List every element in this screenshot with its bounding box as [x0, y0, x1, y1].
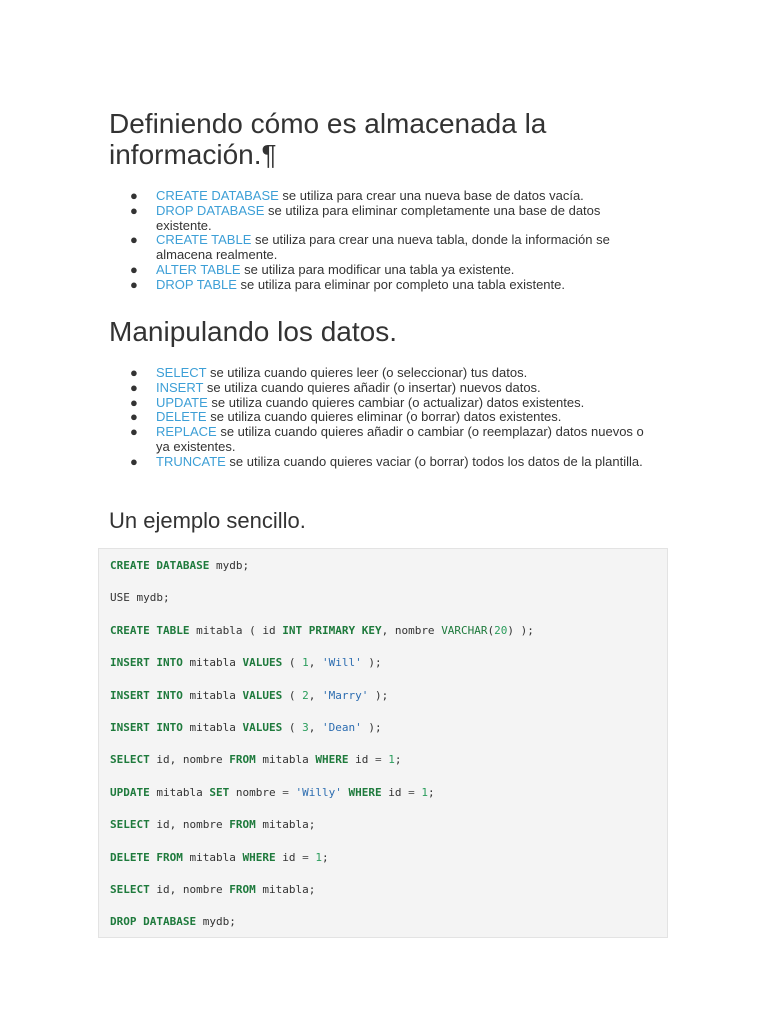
code-token: id, nombre [149, 818, 230, 832]
code-token: INSERT [110, 656, 150, 670]
code-token: id [348, 753, 375, 767]
list-item [109, 204, 659, 234]
code-token: 3 [302, 721, 309, 734]
code-token: CREATE [110, 559, 150, 572]
code-token: SELECT [110, 883, 150, 896]
list-item [109, 455, 659, 470]
keyword-link[interactable]: CREATE TABLE [156, 232, 252, 248]
code-token: UPDATE [110, 785, 150, 799]
code-token: , [308, 656, 322, 670]
code-token: FROM [229, 818, 256, 832]
keyword-link[interactable]: ALTER TABLE [156, 261, 241, 277]
code-token: ); [361, 721, 382, 734]
bullet-icon: ● [130, 276, 138, 292]
code-token: SELECT [110, 818, 150, 832]
code-token: = [282, 785, 289, 799]
code-token: mitabla; [255, 883, 316, 896]
code-token: ; [427, 785, 435, 799]
ddl-command-list [109, 189, 659, 293]
item-description: se utiliza para eliminar completamente una base de datos existente. [156, 202, 601, 233]
bullet-icon: ● [130, 188, 138, 203]
item-description: se utiliza cuando quieres leer (o seleccionar) tus datos. [206, 365, 528, 380]
code-token: INSERT [110, 721, 150, 734]
code-token: 20 [494, 623, 508, 637]
code-token: WHERE [348, 785, 382, 799]
code-line [110, 721, 382, 735]
section-heading-manipulando: Manipulando los datos. [109, 316, 397, 347]
code-line [110, 624, 534, 638]
code-token: DATABASE [156, 559, 210, 572]
code-token: FROM [156, 850, 183, 864]
code-token: VALUES [242, 656, 283, 670]
code-token [355, 624, 362, 637]
keyword-link[interactable]: UPDATE [156, 394, 208, 410]
code-token: KEY [361, 623, 382, 637]
item-description: se utiliza cuando quieres vaciar (o borrar) todos los datos de la plantilla. [225, 453, 643, 469]
code-token: , [308, 721, 322, 734]
code-token: mitabla [182, 721, 243, 734]
code-token: INT [282, 623, 303, 637]
code-token: PRIMARY [308, 623, 356, 637]
bullet-icon: ● [130, 394, 138, 410]
list-item [109, 381, 659, 396]
item-description: se utiliza para crear una nueva tabla, donde la información se almacena realmente. [156, 232, 610, 263]
code-token: 'Will' [321, 656, 362, 670]
section-heading-ejemplo: Un ejemplo sencillo. [109, 508, 306, 533]
code-token: 1 [388, 753, 395, 767]
code-token: WHERE [315, 753, 349, 767]
code-line [110, 915, 236, 929]
code-token: INSERT [110, 688, 150, 702]
item-description: se utiliza cuando quieres añadir o cambiar (o reemplazar) datos nuevos o ya existentes. [156, 424, 644, 454]
bullet-icon: ● [130, 424, 138, 440]
code-token: FROM [229, 753, 256, 767]
code-line [110, 753, 401, 767]
code-token: mitabla; [255, 818, 316, 832]
code-token: 'Marry' [321, 688, 369, 702]
keyword-link[interactable]: DROP DATABASE [156, 202, 265, 218]
keyword-link[interactable]: CREATE DATABASE [156, 188, 279, 203]
code-token: ( [487, 623, 495, 637]
code-token: ( [282, 688, 303, 702]
code-token: mitabla [149, 785, 210, 799]
code-token: ( [282, 721, 303, 734]
code-token: id, nombre [149, 753, 230, 767]
code-token: SELECT [110, 753, 150, 767]
item-description: se utiliza para crear una nueva base de datos vacía. [278, 188, 584, 203]
sql-code-block [98, 548, 668, 938]
code-token [302, 624, 309, 637]
code-token: = [408, 785, 415, 799]
code-token: 1 [315, 850, 322, 864]
code-line [110, 559, 249, 573]
bullet-icon: ● [130, 453, 138, 469]
keyword-link[interactable]: INSERT [156, 379, 204, 395]
code-token: CREATE [110, 623, 150, 637]
code-token: mydb; [196, 915, 236, 929]
bullet-icon: ● [130, 379, 138, 395]
code-token: 'Willy' [295, 785, 342, 799]
bullet-icon: ● [130, 261, 138, 277]
section-heading-definiendo: Definiendo cómo es almacenada la información.¶ [109, 108, 547, 170]
code-token: VARCHAR [441, 623, 488, 637]
code-token: INTO [156, 656, 183, 670]
list-item [109, 233, 659, 263]
code-token: DELETE [110, 850, 150, 864]
code-token: 2 [302, 688, 309, 702]
code-token: , nombre [381, 623, 442, 637]
code-token: ); [361, 656, 382, 670]
list-item [109, 278, 659, 293]
code-line [110, 883, 315, 897]
code-token: id [275, 850, 303, 864]
keyword-link[interactable]: DELETE [156, 409, 207, 425]
bullet-icon: ● [130, 409, 138, 425]
code-token: USE mydb; [110, 591, 170, 605]
code-line [110, 818, 315, 832]
code-token: , [308, 688, 322, 702]
code-token: DATABASE [143, 915, 197, 929]
code-token: SET [209, 785, 230, 799]
code-token: DROP [110, 915, 137, 929]
code-token: 1 [421, 785, 428, 799]
code-line [110, 851, 329, 865]
code-line [110, 656, 382, 670]
keyword-link[interactable]: REPLACE [156, 424, 217, 440]
code-line [110, 591, 170, 605]
keyword-link[interactable]: SELECT [156, 365, 207, 380]
code-token: WHERE [242, 850, 276, 864]
item-description: se utiliza cuando quieres eliminar (o borrar) datos existentes. [206, 409, 562, 425]
code-token: id, nombre [149, 883, 230, 896]
code-token: INTO [156, 688, 183, 702]
code-token: 'Dean' [321, 721, 362, 734]
code-token: ; [394, 753, 402, 767]
list-item [109, 410, 659, 425]
item-description: se utiliza cuando quieres cambiar (o actualizar) datos existentes. [207, 394, 585, 410]
list-item [109, 189, 659, 204]
code-token: mitabla [182, 656, 243, 670]
code-token: VALUES [242, 688, 283, 702]
code-token: mydb; [209, 559, 250, 572]
code-token: ) ); [507, 623, 534, 637]
keyword-link[interactable]: DROP TABLE [156, 276, 237, 292]
code-token: mitabla ( id [189, 623, 283, 637]
code-token: mitabla [182, 850, 243, 864]
code-line [110, 689, 388, 703]
code-token: ); [368, 688, 389, 702]
code-token: VALUES [242, 721, 283, 734]
code-token: ; [321, 850, 329, 864]
bullet-icon: ● [130, 365, 138, 380]
code-token: mitabla [255, 753, 316, 767]
list-item [109, 366, 659, 381]
code-token: INTO [156, 721, 183, 734]
item-description: se utiliza cuando quieres añadir (o insertar) nuevos datos. [203, 379, 541, 395]
dml-command-list [109, 366, 659, 470]
code-token: FROM [229, 883, 256, 896]
code-token: mitabla [182, 688, 243, 702]
list-item [109, 396, 659, 411]
code-line [110, 786, 435, 800]
item-description: se utiliza para modificar una tabla ya existente. [240, 261, 515, 277]
list-item [109, 263, 659, 278]
code-token: = [302, 850, 309, 864]
code-token: = [374, 753, 382, 767]
code-token: nombre [229, 785, 283, 799]
list-item [109, 425, 659, 455]
code-token: id [381, 785, 409, 799]
code-token: ( [282, 656, 303, 670]
keyword-link[interactable]: TRUNCATE [156, 453, 226, 469]
code-token: TABLE [156, 623, 190, 637]
bullet-icon: ● [130, 202, 138, 218]
item-description: se utiliza para eliminar por completo una tabla existente. [236, 276, 565, 292]
bullet-icon: ● [130, 232, 138, 248]
code-token: 1 [302, 656, 309, 670]
